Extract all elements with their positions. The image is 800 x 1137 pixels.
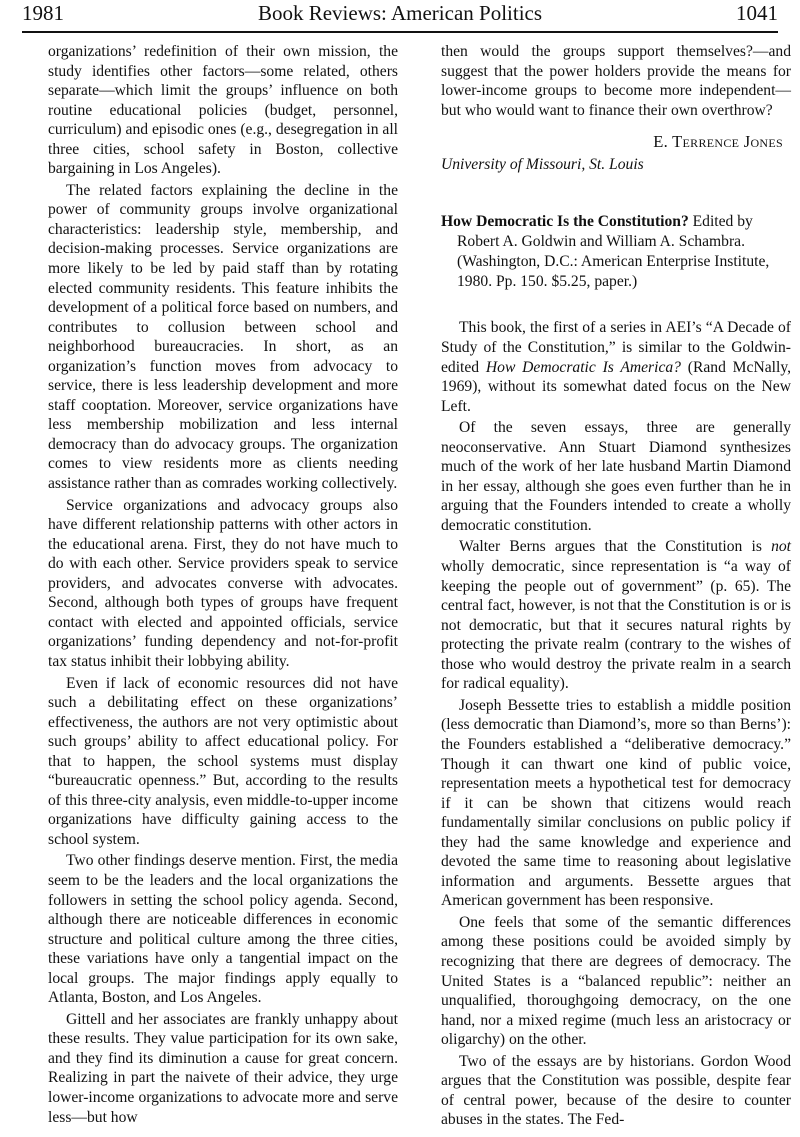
reviewer-name: E. Terrence Jones — [653, 132, 783, 152]
body-paragraph: This book, the first of a series in AEI’s “A Decade of Study of the Constitution,” is similar to the Goldwin-edited How Democratic Is America? (Rand McNally, 1969), without its somewhat dated focus on the New Left. — [441, 319, 792, 415]
body-paragraph: Even if lack of economic resources did not have such a debilitating effect on these organizations’ effectiveness, the authors are not very optimistic about such groups’ ability to affect educational policy. For that to happen, the school systems must display “bureaucratic openness.” But, according to the results of this three-city analysis, even middle-to-upper income organizations have difficulty gaining access to the school system. — [48, 674, 398, 848]
body-paragraph: Gittell and her associates are frankly unhappy about these results. They value participation for its own sake, and they find its diminution a cause for great concern. Realizing in part the naivete of their advice, they urge lower-income organizations to advocate more and serve less—but how — [48, 1010, 398, 1126]
emphasis: not — [771, 538, 791, 556]
body-paragraph: Two of the essays are by historians. Gordon Wood argues that the Constitution was possible, despite fear of central power, because of the desire to counter abuses in the states. The Fed- — [441, 1052, 791, 1129]
left-column — [48, 42, 398, 1127]
book-details: Edited by Robert A. Goldwin and William A. Schambra. (Washington, D.C.: American Enterprise Institute, 1980. Pp. 150. $5.25, paper.) — [457, 213, 770, 290]
page-number: 1041 — [736, 1, 778, 25]
running-title: Book Reviews: American Politics — [257, 1, 543, 25]
review-body — [441, 318, 791, 1129]
right-column — [441, 42, 791, 1130]
body-paragraph: The related factors explaining the decline in the power of community groups involve organizational characteristics: leadership style, membership, and decision-making processes. Service organizations are more likely to be led by paid staff than by rotating elected community residents. This feature inhibits the development of a political force based on numbers, and contributes to collusion between school and neighborhood bureaucracies. In short, as an organization’s function moves from advocacy to service, there is less leadership development and more staff cooptation. Moreover, service organizations have less membership mobilization and less internal democracy than do advocacy groups. The organization comes to view residents more as clients needing assistance rather than as comrades working collectively. — [48, 181, 398, 493]
book-title: How Democratic Is the Constitution? — [441, 213, 689, 231]
body-paragraph: Of the seven essays, three are generally neoconservative. Ann Stuart Diamond synthesizes much of the work of her late husband Martin Diamond in her essay, although she goes even further than he in arguing that the Founders intended to create a wholly democratic constitution. — [441, 419, 791, 534]
body-paragraph: Service organizations and advocacy groups also have different relationship patterns with other actors in the educational arena. First, they do not have much to do with each other. Service providers speak to service providers, and advocates converse with advocates. Second, although both types of groups have frequent contact with elected and appointed officials, service organizations’ funding dependency and not-for-profit tax status inhibit their lobbying ability. — [48, 496, 398, 670]
cited-title: How Democratic Is America? — [485, 358, 681, 376]
body-paragraph: organizations’ redefinition of their own mission, the study identifies other factors—some related, others separate—which limit the groups’ influence on both routine educational policies (budget, personnel, curriculum) and episodic ones (e.g., desegregation in all three cities, school safety in Boston, collective bargaining in Los Angeles). — [48, 43, 398, 178]
book-review-heading — [441, 212, 791, 291]
body-paragraph: Joseph Bessette tries to establish a middle position (less democratic than Diamond’s, more so than Berns’): the Founders established a “deliberative democracy.” Though it can thwart one kind of public voice, representation meets a hypothetical test for democracy if it can be shown that citizens would reach fundamentally similar conclusions on public policy if they had the same knowledge and experience and devoted the same time to reasoning about legislative information and arguments. Bessette argues that American government has been responsive. — [441, 696, 791, 910]
continued-paragraph: then would the groups support themselves?—and suggest that the power holders provide the means for lower-income groups to become more independent—but who would want to finance their own overthrow? — [441, 43, 791, 119]
body-paragraph: Walter Berns argues that the Constitution is not wholly democratic, since representation is “a way of keeping the people out of government” (p. 65). The central fact, however, is not that the Constitution is or is not democratic, but that it secures natural rights by protecting the private realm (contrary to the wishes of those who would destroy the private realm in a search for radical equality). — [441, 538, 791, 693]
reviewer-affiliation: University of Missouri, St. Louis — [441, 155, 644, 173]
body-paragraph: Two other findings deserve mention. First, the media seem to be the leaders and the local organizations the followers in setting the school policy agenda. Second, although there are noticeable differences in economic structure and political culture among the three cities, these variations have only a tangential impact on the local groups. The major findings apply equally to Atlanta, Boston, and Los Angeles. — [48, 852, 398, 1007]
running-header — [22, 0, 778, 30]
header-rule — [22, 31, 778, 33]
body-paragraph: One feels that some of the semantic differences among these positions could be avoided simply by recognizing that there are degrees of democracy. The United States is a “balanced republic”: neither an unqualified, thoroughgoing democracy, on the one hand, nor a mixed regime (much less an aristocracy or oligarchy) on the other. — [441, 913, 791, 1049]
journal-year: 1981 — [22, 1, 64, 25]
